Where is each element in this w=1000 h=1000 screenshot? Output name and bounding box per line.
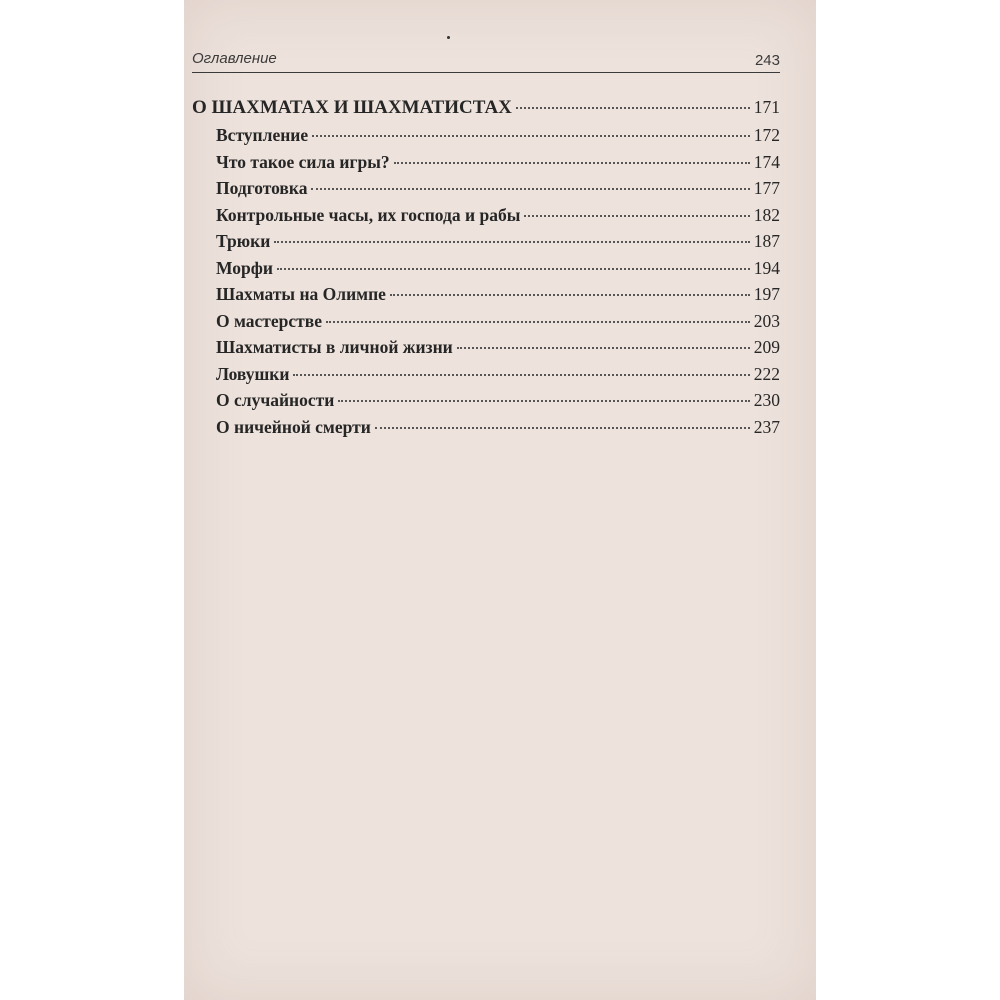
toc-entry-title: Подготовка	[216, 178, 308, 198]
dot-leader	[311, 188, 749, 190]
toc-entry	[192, 205, 780, 232]
toc-entry-page: 237	[753, 416, 780, 437]
toc-entry	[192, 258, 780, 285]
toc-entry-title: Шахматисты в личной жизни	[216, 337, 453, 357]
toc-entry-page: 197	[753, 284, 780, 304]
dot-leader	[312, 135, 750, 137]
dot-leader	[274, 241, 749, 243]
dot-leader	[390, 294, 750, 296]
toc-entry-title: Шахматы на Олимпе	[216, 284, 386, 304]
toc-entry-page: 222	[753, 363, 780, 384]
dot-leader	[394, 162, 750, 164]
toc-entry	[192, 364, 780, 391]
toc-entry-title: Трюки	[216, 231, 271, 251]
dot-leader	[375, 427, 750, 429]
toc-chapter-page: 171	[753, 97, 780, 117]
ink-speck	[447, 36, 450, 39]
dot-leader	[277, 268, 750, 270]
toc-entry-title: Вступление	[216, 125, 309, 145]
toc-entry-page: 194	[753, 257, 780, 278]
book-page	[184, 0, 816, 1000]
toc-entry-title: О случайности	[216, 390, 335, 410]
toc-entry-page: 174	[753, 151, 780, 172]
toc-entry	[192, 152, 780, 179]
running-header-title: Оглавление	[192, 50, 277, 67]
toc-entry-title: О мастерстве	[216, 310, 322, 331]
table-of-contents	[192, 97, 780, 443]
toc-entry-title: Что такое сила игры?	[216, 151, 390, 172]
toc-entry-page: 172	[753, 125, 780, 145]
toc-entry	[192, 125, 780, 152]
toc-entry	[192, 337, 780, 364]
dot-leader	[524, 215, 749, 217]
toc-entry-title: Морфи	[216, 257, 273, 278]
toc-entry-page: 182	[753, 204, 780, 225]
toc-entry	[192, 311, 780, 338]
toc-chapter-title: О ШАХМАТАХ И ШАХМАТИСТАХ	[192, 97, 512, 118]
toc-entry-page: 177	[753, 178, 780, 198]
toc-entry	[192, 390, 780, 417]
toc-entry-title: О ничейной смерти	[216, 416, 371, 437]
dot-leader	[516, 107, 750, 109]
running-header	[192, 50, 780, 73]
toc-entry-page: 187	[753, 231, 780, 251]
toc-entry	[192, 178, 780, 205]
dot-leader	[326, 321, 750, 323]
toc-entry	[192, 417, 780, 444]
toc-entry	[192, 284, 780, 311]
toc-entry-page: 230	[753, 390, 780, 410]
toc-chapter-entry	[192, 97, 780, 125]
dot-leader	[457, 347, 750, 349]
dot-leader	[293, 374, 749, 376]
toc-entry	[192, 231, 780, 258]
page-number: 243	[754, 52, 780, 69]
toc-entry-title: Ловушки	[216, 363, 290, 384]
toc-entry-title: Контрольные часы, их господа и рабы	[216, 204, 521, 225]
toc-entry-page: 203	[753, 310, 780, 331]
dot-leader	[338, 400, 749, 402]
toc-entry-page: 209	[753, 337, 780, 357]
